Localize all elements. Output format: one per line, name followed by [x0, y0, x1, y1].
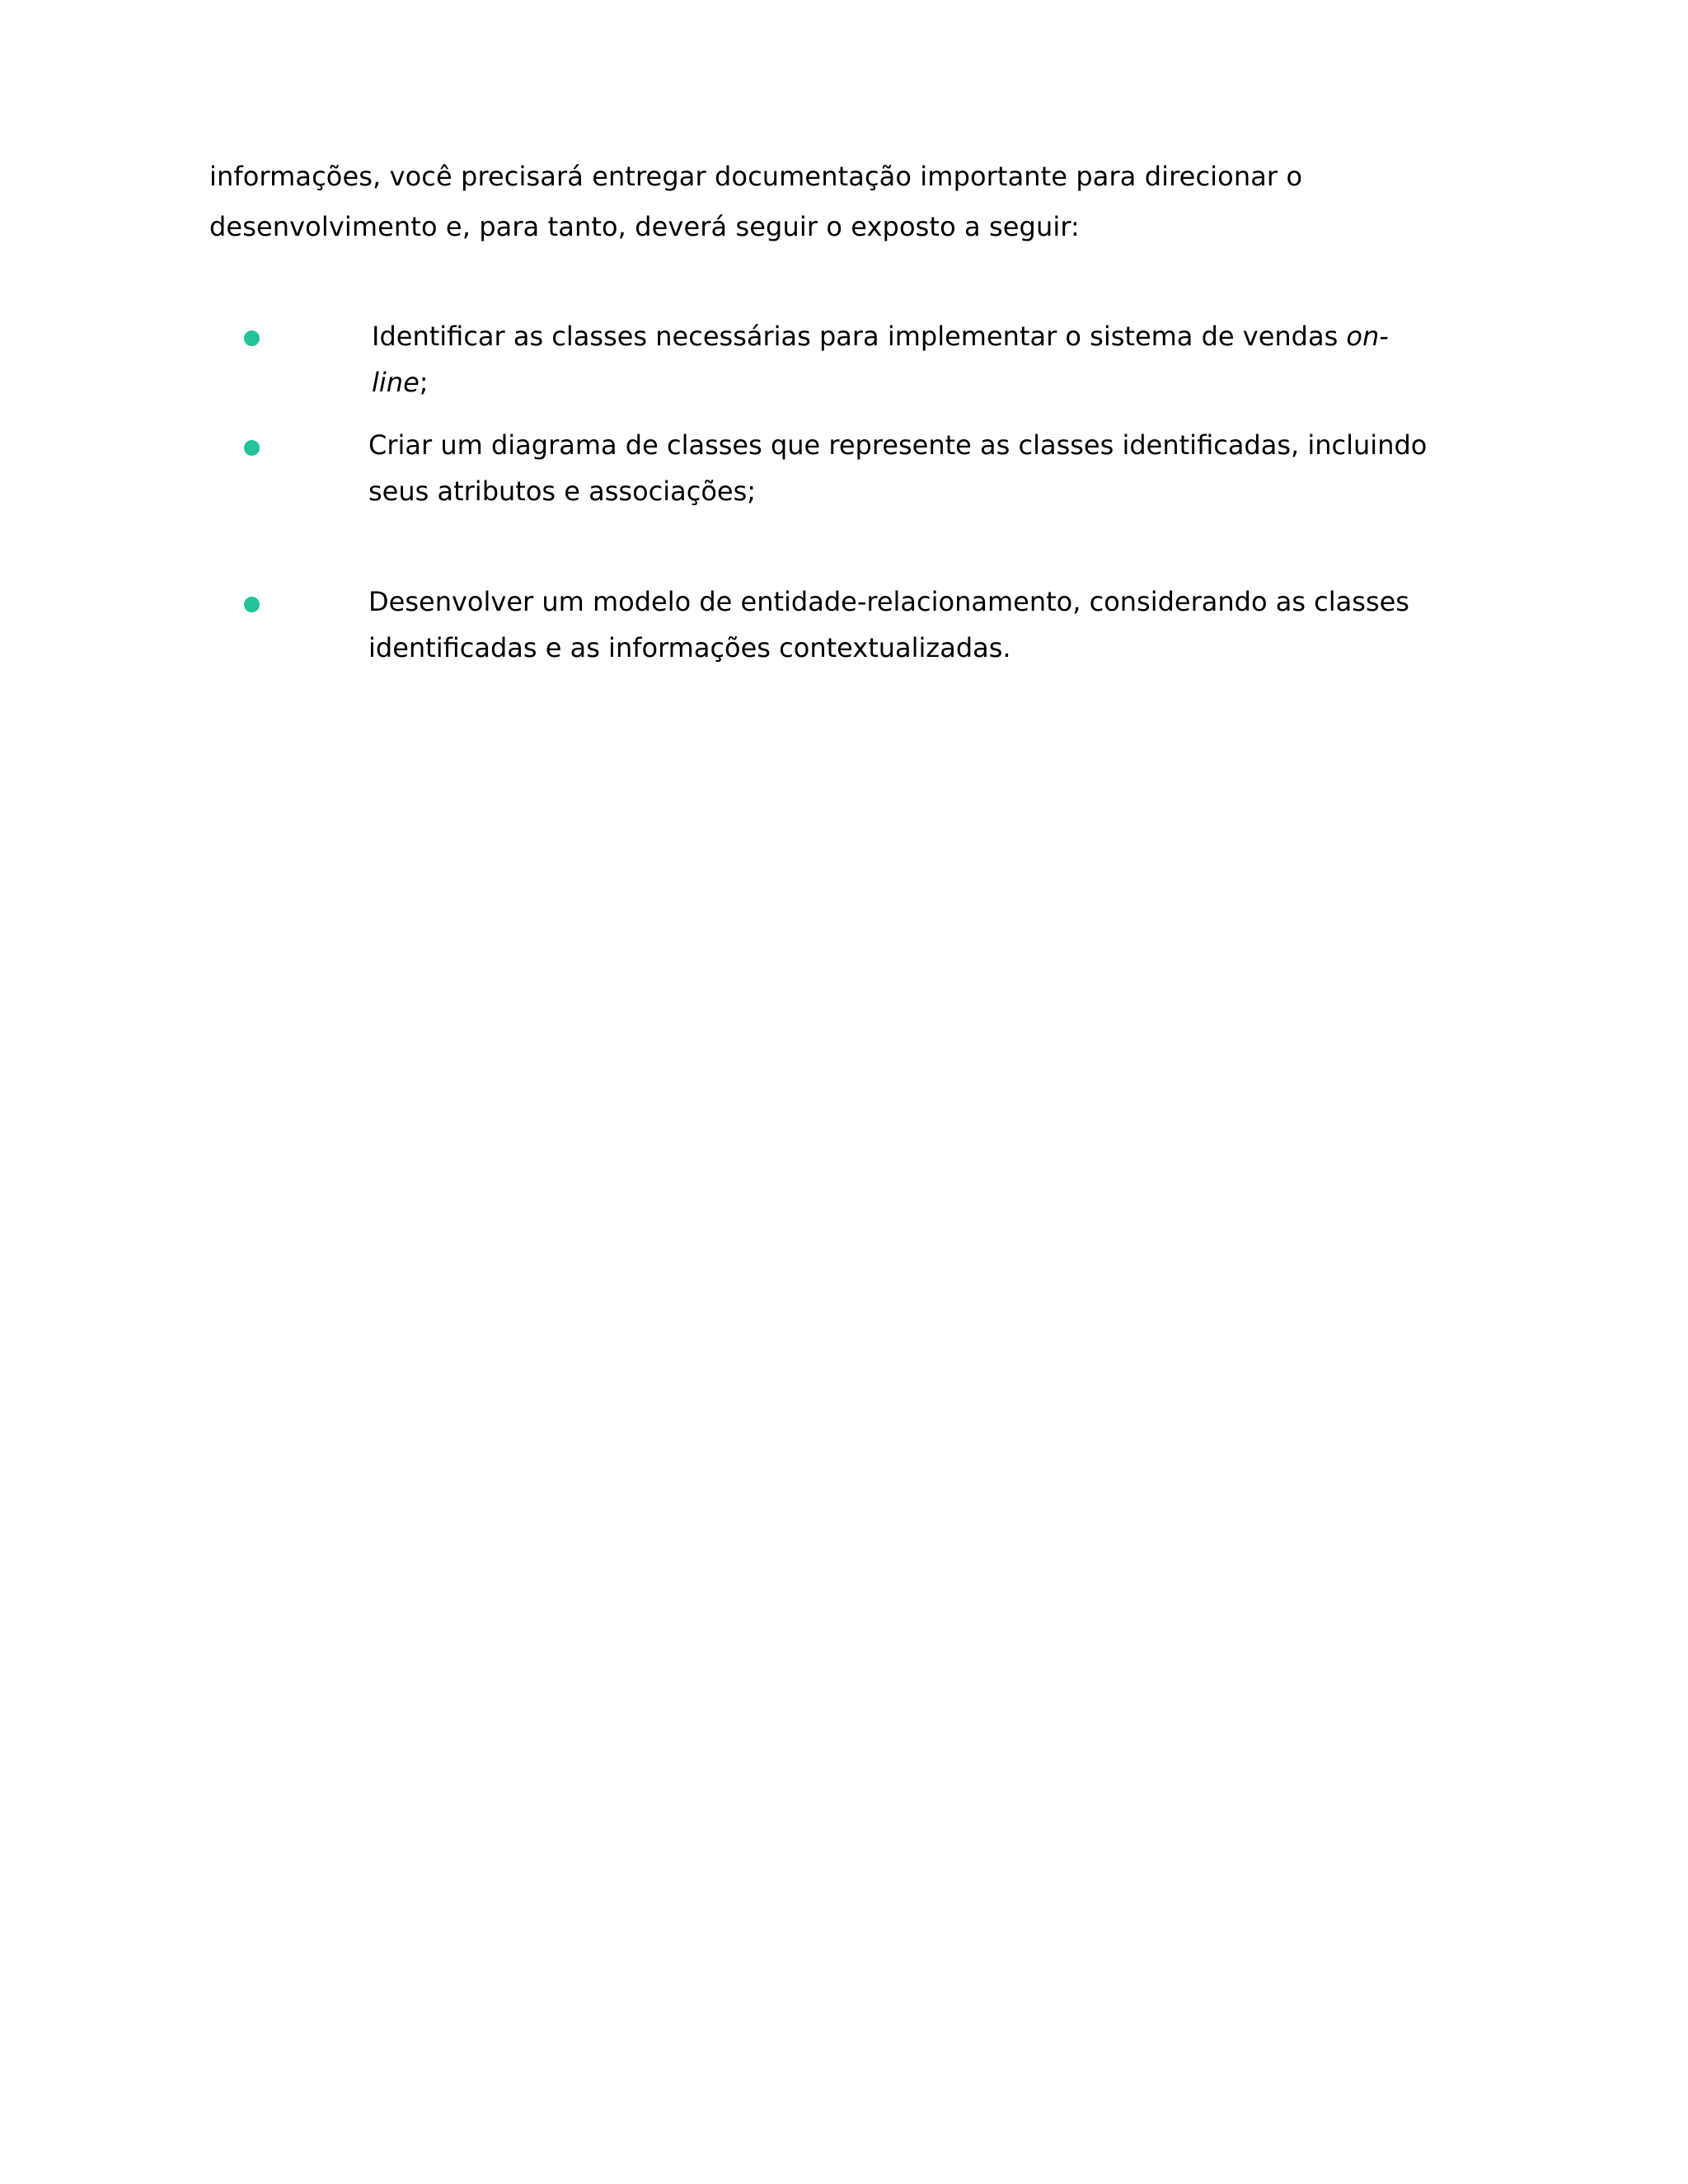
list-item-text: Criar um diagrama de classes que represente as classes identificadas, incluindo seus atributos e associações;: [368, 429, 1428, 507]
list-item-text: Desenvolver um modelo de entidade-relacionamento, considerando as classes identificadas e as informações contextualizadas.: [368, 586, 1409, 663]
list-item-text: [372, 313, 1443, 405]
list-item-text-start: Identificar as classes necessárias para implementar o sistema de vendas: [372, 321, 1347, 352]
bullet-dot-icon: [244, 440, 260, 456]
intro-paragraph: informações, você precisará entregar documentação importante para direcionar o desenvolvimento e, para tanto, deverá seguir o exposto a seguir:: [209, 161, 1303, 242]
bullet-dot-icon: [244, 330, 260, 346]
list-item-text-end: ;: [419, 367, 429, 398]
list-item-text-italic: on-line: [372, 321, 1389, 398]
bullet-dot-icon: [244, 597, 260, 612]
